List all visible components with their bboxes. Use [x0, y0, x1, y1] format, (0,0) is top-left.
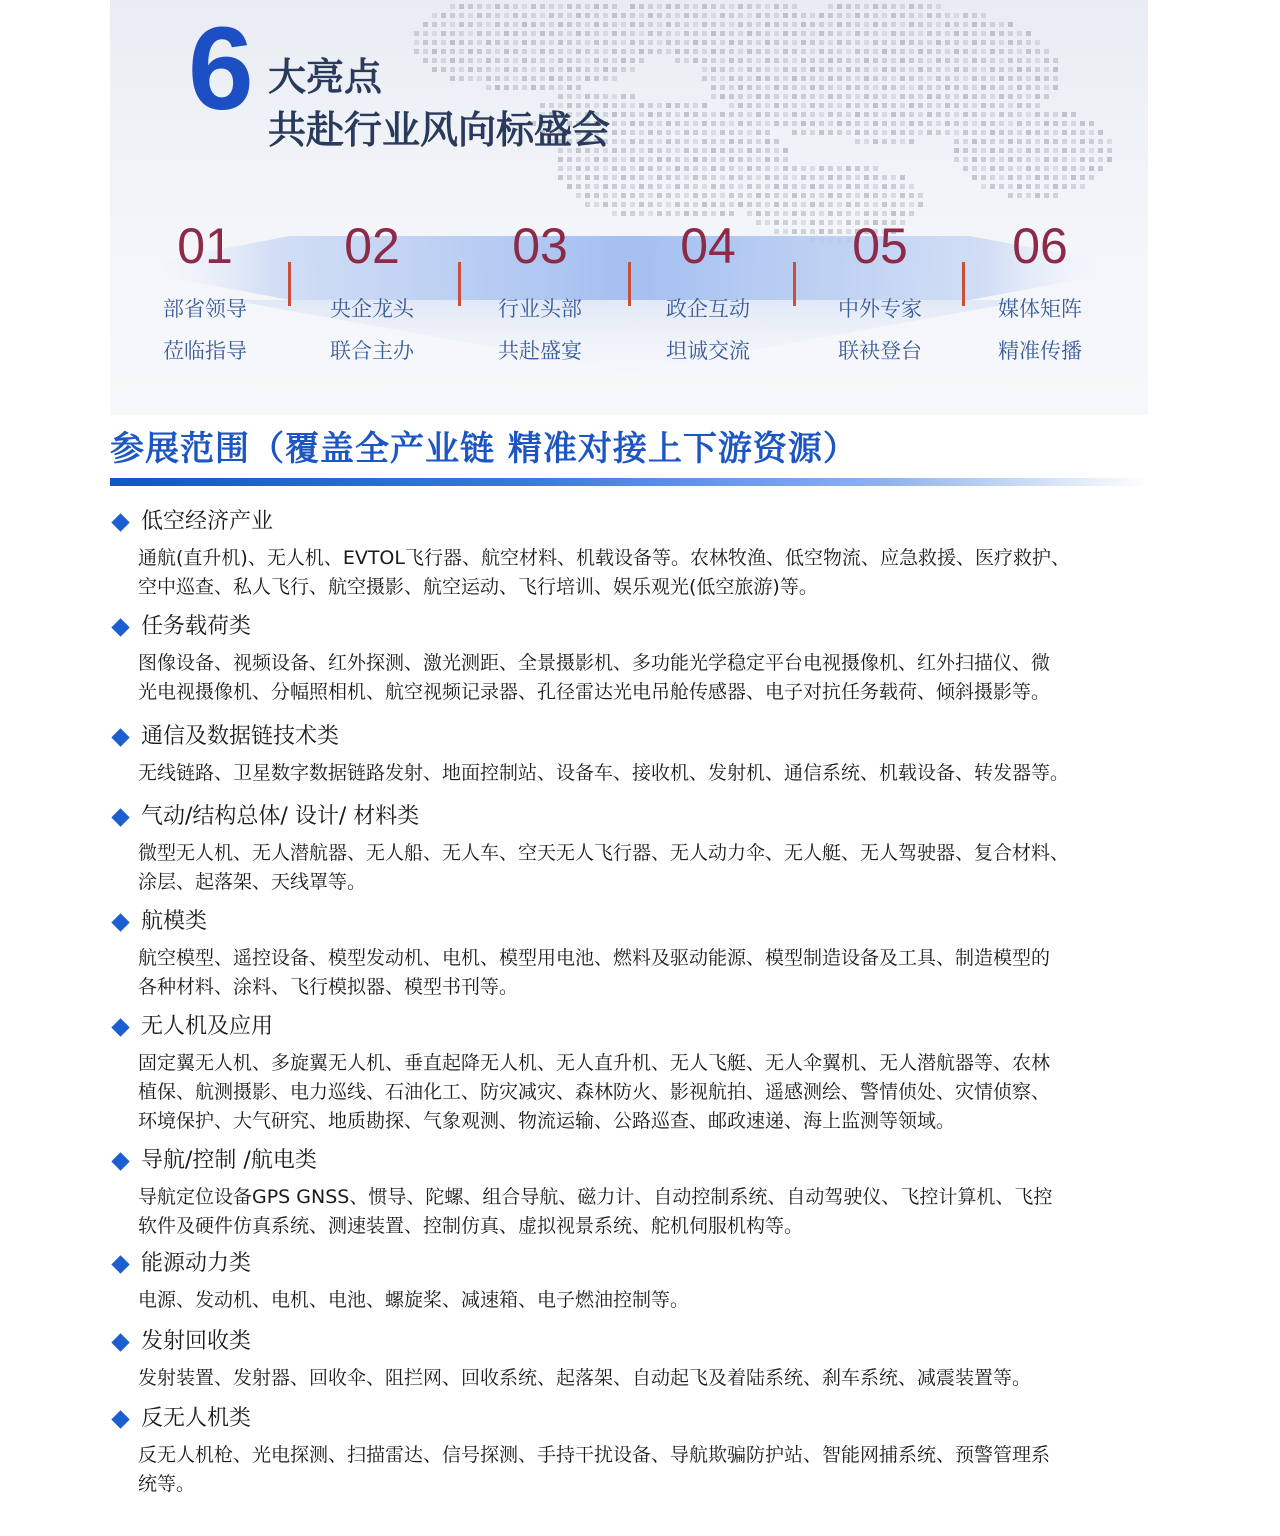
category-name: 气动/结构总体/ 设计/ 材料类 — [141, 804, 420, 829]
highlight-separator — [962, 262, 965, 306]
hero-title-line1: 大亮点 — [268, 55, 383, 99]
category-description-line: 软件及硬件仿真系统、测速装置、控制仿真、虚拟视景系统、舵机伺服机构等。 — [138, 1215, 804, 1237]
diamond-bullet-icon — [111, 1018, 129, 1036]
highlight-label-5-line2: 联袂登台 — [838, 339, 922, 363]
category-heading — [110, 612, 251, 642]
highlight-label-4-line1: 政企互动 — [666, 297, 750, 321]
highlight-count: 6 — [188, 3, 252, 135]
category-description — [138, 944, 1178, 1002]
diamond-bullet-icon — [111, 808, 129, 826]
category-description-line: 航空模型、遥控设备、模型发动机、电机、模型用电池、燃料及驱动能源、模型制造设备及工具、制造模型的 — [138, 947, 1051, 969]
hero-banner — [110, 0, 1148, 415]
highlight-number-5: 05 — [852, 218, 908, 274]
category-name: 导航/控制 /航电类 — [141, 1148, 317, 1173]
highlight-number-3: 03 — [512, 218, 568, 274]
category-heading — [110, 507, 273, 537]
category-heading — [110, 1146, 317, 1176]
highlight-separator — [458, 262, 461, 306]
category-heading — [110, 907, 207, 937]
highlight-label-6-line1: 媒体矩阵 — [998, 297, 1082, 321]
category-name: 能源动力类 — [141, 1251, 252, 1276]
diamond-bullet-icon — [111, 618, 129, 636]
category-description-line: 微型无人机、无人潜航器、无人船、无人车、空天无人飞行器、无人动力伞、无人艇、无人驾驶器、复合材料、 — [138, 842, 1070, 864]
category-description-line: 环境保护、大气研究、地质勘探、气象观测、物流运输、公路巡查、邮政速递、海上监测等领域。 — [138, 1110, 956, 1132]
category-name: 航模类 — [141, 909, 208, 934]
category-description-line: 植保、航测摄影、电力巡线、石油化工、防灾减灾、森林防火、影视航拍、遥感测绘、警情侦处、灾情侦察、 — [138, 1081, 1051, 1103]
category-description-line: 空中巡查、私人飞行、航空摄影、航空运动、飞行培训、娱乐观光(低空旅游)等。 — [138, 576, 818, 598]
category-description-line: 发射装置、发射器、回收伞、阻拦网、回收系统、起落架、自动起飞及着陆系统、刹车系统、减震装置等。 — [138, 1367, 1032, 1389]
category-description — [138, 839, 1178, 897]
category-name: 低空经济产业 — [141, 509, 274, 534]
highlight-label-4-line2: 坦诚交流 — [666, 339, 750, 363]
diamond-bullet-icon — [111, 913, 129, 931]
category-name: 无人机及应用 — [141, 1014, 274, 1039]
category-name: 发射回收类 — [141, 1329, 252, 1354]
highlight-label-2-line2: 联合主办 — [330, 339, 414, 363]
highlight-label-3-line2: 共赴盛宴 — [498, 339, 582, 363]
diamond-bullet-icon — [111, 513, 129, 531]
category-description-line: 导航定位设备GPS GNSS、惯导、陀螺、组合导航、磁力计、自动控制系统、自动驾驶仪、飞控计算机、飞控 — [138, 1186, 1053, 1208]
category-heading — [110, 1327, 251, 1357]
highlight-label-2-line1: 央企龙头 — [330, 297, 414, 321]
category-description — [138, 1049, 1178, 1136]
highlight-number-1: 01 — [177, 218, 233, 274]
diamond-bullet-icon — [111, 728, 129, 746]
category-description — [138, 544, 1178, 602]
category-description — [138, 759, 1178, 788]
category-description-line: 图像设备、视频设备、红外探测、激光测距、全景摄影机、多功能光学稳定平台电视摄像机、红外扫描仪、微 — [138, 652, 1051, 674]
category-description — [138, 1364, 1178, 1393]
category-description-line: 各种材料、涂料、飞行模拟器、模型书刊等。 — [138, 976, 519, 998]
category-name: 任务载荷类 — [141, 614, 252, 639]
hero-title-line2: 共赴行业风向标盛会 — [268, 108, 611, 152]
category-description — [138, 1286, 1178, 1315]
highlight-number-4: 04 — [680, 218, 736, 274]
category-description-line: 固定翼无人机、多旋翼无人机、垂直起降无人机、无人直升机、无人飞艇、无人伞翼机、无人潜航器等、农林 — [138, 1052, 1051, 1074]
category-description — [138, 1183, 1178, 1241]
category-heading — [110, 1404, 251, 1434]
highlight-label-1-line1: 部省领导 — [163, 297, 247, 321]
category-heading — [110, 802, 419, 832]
diamond-bullet-icon — [111, 1410, 129, 1428]
highlight-number-2: 02 — [344, 218, 400, 274]
category-description-line: 无线链路、卫星数字数据链路发射、地面控制站、设备车、接收机、发射机、通信系统、机载设备、转发器等。 — [138, 762, 1070, 784]
highlight-label-1-line2: 莅临指导 — [163, 339, 247, 363]
highlight-label-5-line1: 中外专家 — [838, 297, 922, 321]
highlight-separator — [628, 262, 631, 306]
diamond-bullet-icon — [111, 1152, 129, 1170]
category-description — [138, 649, 1178, 707]
diamond-bullet-icon — [111, 1255, 129, 1273]
category-name: 反无人机类 — [141, 1406, 252, 1431]
category-description-line: 统等。 — [138, 1473, 196, 1495]
category-heading — [110, 722, 339, 752]
category-heading — [110, 1012, 273, 1042]
section-title: 参展范围（覆盖全产业链 精准对接上下游资源） — [110, 429, 858, 469]
diamond-bullet-icon — [111, 1333, 129, 1351]
section-divider — [110, 478, 1148, 486]
category-name: 通信及数据链技术类 — [141, 724, 340, 749]
category-description-line: 涂层、起落架、天线罩等。 — [138, 871, 367, 893]
highlight-number-6: 06 — [1012, 218, 1068, 274]
category-description-line: 反无人机枪、光电探测、扫描雷达、信号探测、手持干扰设备、导航欺骗防护站、智能网捕系统、预警管理系 — [138, 1444, 1051, 1466]
highlight-label-6-line2: 精准传播 — [998, 339, 1082, 363]
category-description — [138, 1441, 1178, 1499]
category-description-line: 电源、发动机、电机、电池、螺旋桨、减速箱、电子燃油控制等。 — [138, 1289, 690, 1311]
category-description-line: 光电视摄像机、分幅照相机、航空视频记录器、孔径雷达光电吊舱传感器、电子对抗任务载荷、倾斜摄影等。 — [138, 681, 1051, 703]
highlight-separator — [288, 262, 291, 306]
category-description-line: 通航(直升机)、无人机、EVTOL飞行器、航空材料、机载设备等。农林牧渔、低空物流、应急救援、医疗救护、 — [138, 547, 1070, 569]
highlight-label-3-line1: 行业头部 — [498, 297, 582, 321]
highlight-separator — [793, 262, 796, 306]
category-heading — [110, 1249, 251, 1279]
